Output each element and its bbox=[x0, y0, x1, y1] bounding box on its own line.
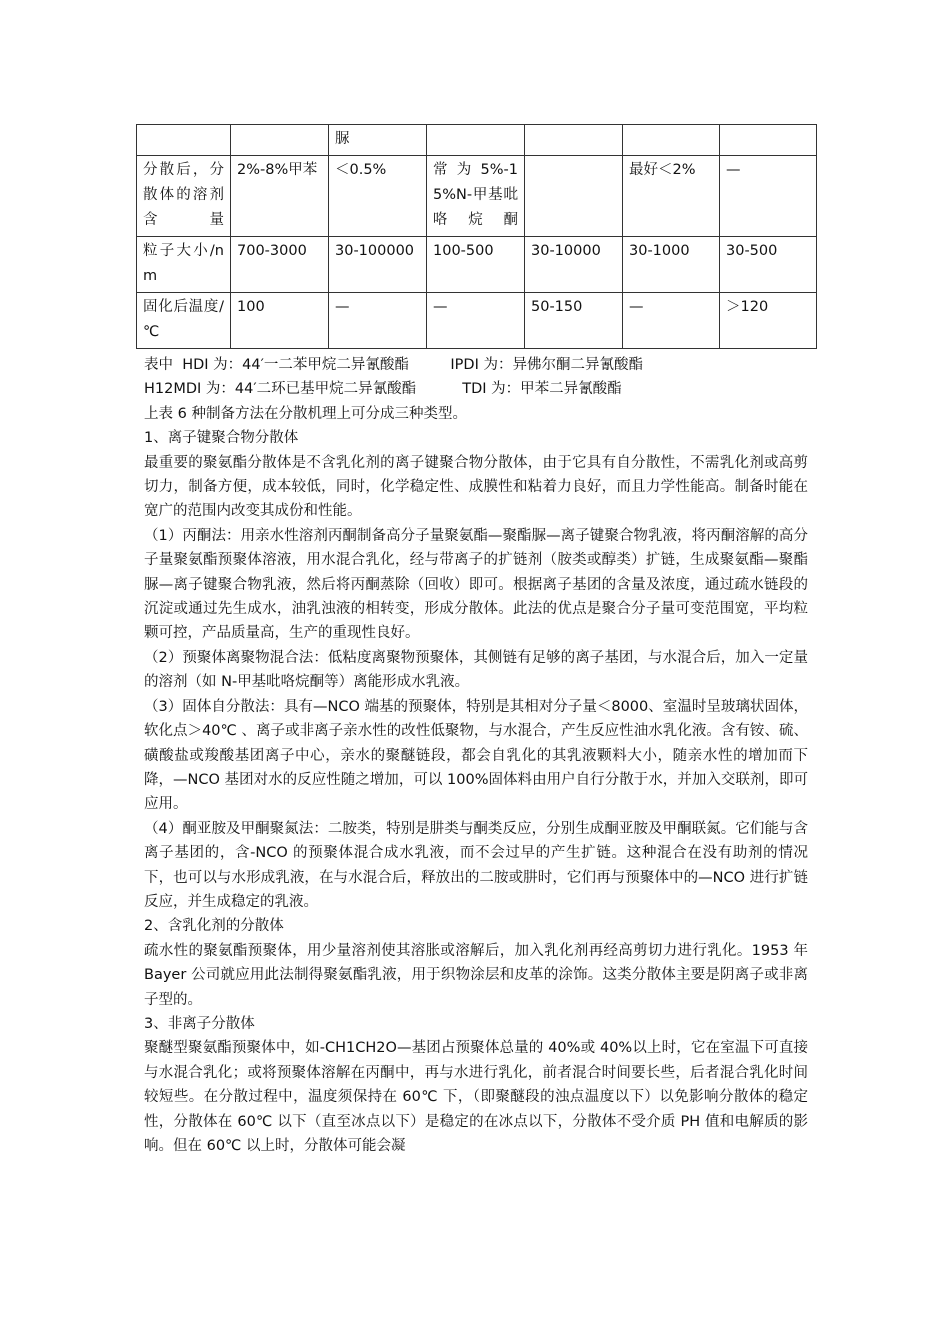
table-cell: 30-100000 bbox=[329, 237, 427, 293]
table-cell: 100-500 bbox=[427, 237, 525, 293]
table-cell: ＞120 bbox=[720, 293, 817, 349]
paragraph: （1）丙酮法：用亲水性溶剂丙酮制备高分子量聚氨酯—聚酯脲—离子键聚合物乳液，将丙酮溶解的高分子量聚氨酯预聚体溶液，用水混合乳化，经与带离子的扩链剂（胺类或醇类）扩链，生成聚氨酯—聚酯脲—离子键聚合物乳液，然后将丙酮蒸除（回收）即可。根据离子基团的含量及浓度，通过疏水链段的沉淀或通过先生成水，油乳浊液的相转变，形成分散体。此法的优点是聚合分子量可变范围宽，平均粒颗可控，产品质量高，生产的重现性良好。 bbox=[144, 527, 808, 642]
table-cell: 30-500 bbox=[720, 237, 817, 293]
table-cell: ＜0.5% bbox=[329, 156, 427, 237]
paragraph: 疏水性的聚氨酯预聚体，用少量溶剂使其溶胀或溶解后，加入乳化剂再经高剪切力进行乳化。1953 年 Bayer 公司就应用此法制得聚氨酯乳液，用于织物涂层和皮革的涂饰。这类分散体主要是阴离子或非离子型的。 bbox=[144, 942, 808, 1008]
table-note: 表中 HDI 为：44′一二苯甲烷二异氰酸酯 IPDI 为：异佛尔酮二异氰酸酯 bbox=[144, 357, 643, 373]
paragraph: （2）预聚体离聚物混合法：低粘度离聚物预聚体，其侧链有足够的离子基团，与水混合后，加入一定量的溶剂（如 N-甲基吡咯烷酮等）离能形成水乳液。 bbox=[144, 649, 808, 691]
table-cell bbox=[137, 125, 231, 156]
row-header-particle-size: 粒子大小/nm bbox=[137, 237, 231, 293]
table-cell bbox=[623, 125, 720, 156]
paragraph: 聚醚型聚氨酯预聚体中，如-CH1CH2O—基团占预聚体总量的 40%或 40%以上时，它在室温下可直接与水混合乳化；或将预聚体溶解在丙酮中，再与水进行乳化，前者混合时间要长些，后者混合乳化时间较短些。在分散过程中，温度须保持在 60℃ 下，（即聚醚段的浊点温度以下）以免影响分散体的稳定性，分散体在 60℃ 以下（直至冰点以下）是稳定的在冰点以下，分散体不受介质 PH 值和电解质的影响。但在 60℃ 以上时，分散体可能会凝 bbox=[144, 1040, 808, 1154]
section-heading: 1、离子键聚合物分散体 bbox=[144, 430, 299, 447]
table-cell bbox=[525, 125, 623, 156]
paragraph: 最重要的聚氨酯分散体是不含乳化剂的离子键聚合物分散体，由于它具有自分散性，不需乳化剂或高剪切力，制备方便，成本较低，同时，化学稳定性、成膜性和粘着力良好，而且力学性能高。制备时能在宽广的范围内改变其成份和性能。 bbox=[144, 454, 808, 520]
table-row bbox=[137, 237, 817, 293]
table-cell: 最好＜2% bbox=[623, 156, 720, 237]
table-cell: — bbox=[329, 293, 427, 349]
section-heading: 2、含乳化剂的分散体 bbox=[144, 918, 284, 935]
table-cell: 30-1000 bbox=[623, 237, 720, 293]
paragraph: 上表 6 种制备方法在分散机理上可分成三种类型。 bbox=[144, 405, 467, 422]
table-row bbox=[137, 125, 817, 156]
table-cell bbox=[231, 125, 329, 156]
paragraph: （4）酮亚胺及甲酮聚氮法：二胺类，特别是肼类与酮类反应，分别生成酮亚胺及甲酮联氮。它们能与含离子基团的，含-NCO 的预聚体混合成水乳液，而不会过早的产生扩链。这种混合在没有助剂的情况下，也可以与水形成乳液，在与水混合后，释放出的二胺或肼时，它们再与预聚体中的—NCO 进行扩链反应，并生成稳定的乳液。 bbox=[144, 820, 808, 910]
table-cell: — bbox=[623, 293, 720, 349]
row-header-curing-temperature: 固化后温度/℃ bbox=[137, 293, 231, 349]
section-heading: 3、非离子分散体 bbox=[144, 1015, 255, 1032]
table-cell: 50-150 bbox=[525, 293, 623, 349]
table-cell: — bbox=[427, 293, 525, 349]
table-cell bbox=[525, 156, 623, 237]
paragraph: （3）固体自分散法：具有—NCO 端基的预聚体，特别是其相对分子量＜8000、室温时呈玻璃状固体，软化点＞40℃ 、离子或非离子亲水性的改性低聚物，与水混合，产生反应性油水乳化液。含有铵、硫、磺酸盐或羧酸基团离子中心，亲水的聚醚链段，都会自乳化的其乳液颗料大小，随亲水性的增加而下降，—NCO 基团对水的反应性随之增加，可以 100%固体料由用户自行分散于水，并加入交联剂，即可应用。 bbox=[144, 698, 808, 813]
table-cell bbox=[720, 125, 817, 156]
body-text bbox=[144, 353, 808, 1158]
table-cell: 脲 bbox=[329, 125, 427, 156]
table-cell: 100 bbox=[231, 293, 329, 349]
table-note: H12MDI 为：44′二环已基甲烷二异氰酸酯 TDI 为：甲苯二异氰酸酯 bbox=[144, 381, 622, 398]
row-header-solvent-content: 分散后，分散体的溶剂含量 bbox=[137, 156, 231, 237]
table-cell: 2%-8%甲苯 bbox=[231, 156, 329, 237]
table-cell: 700-3000 bbox=[231, 237, 329, 293]
table-row bbox=[137, 156, 817, 237]
table-cell bbox=[427, 125, 525, 156]
table-cell: 30-10000 bbox=[525, 237, 623, 293]
table-cell: 常为5%-15%N-甲基吡咯烷酮 bbox=[427, 156, 525, 237]
table-row bbox=[137, 293, 817, 349]
table-cell: — bbox=[720, 156, 817, 237]
properties-table bbox=[136, 124, 817, 349]
